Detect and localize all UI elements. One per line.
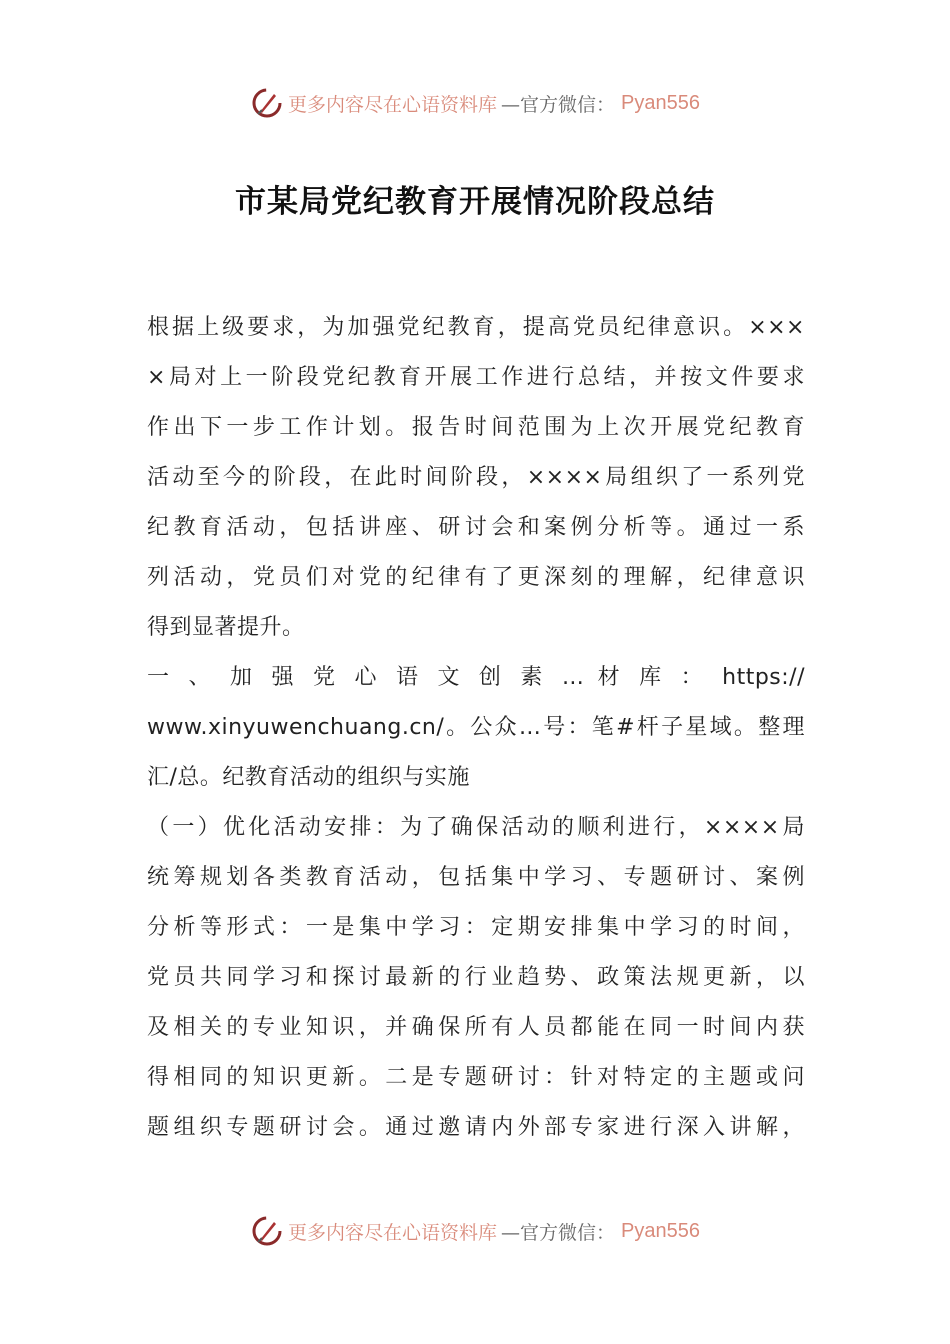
text-line: 统筹规划各类教育活动，包括集中学习、专题研讨、案例 [147,865,805,890]
banner-official-text: —官方微信： [501,93,616,116]
quill-logo-icon [250,86,284,120]
document-title: 市某局党纪教育开展情况阶段总结 [235,184,715,220]
document-body [147,308,805,1158]
header-watermark-banner [0,83,950,123]
text-line: 及相关的专业知识，并确保所有人员都能在同一时间内获 [147,1015,805,1040]
text-line: 得到显著提升。 [147,615,305,640]
text-line: ×局对上一阶段党纪教育开展工作进行总结，并按文件要求 [147,365,805,390]
text-line: 纪教育活动，包括讲座、研讨会和案例分析等。通过一系 [147,515,805,540]
banner-main-text: 更多内容尽在心语资料库 [288,1221,498,1244]
text-line: www.xinyuwenchuang.cn/。公众…号：笔#杆子星域。整理 [147,715,805,740]
text-line: 分析等形式：一是集中学习：定期安排集中学习的时间， [147,915,805,940]
text-line: 一 、 加 强 党 心 语 文 创 素 … 材 库 ： https:// [147,665,805,690]
text-line: 汇/总。纪教育活动的组织与实施 [147,765,470,790]
banner-official-text: —官方微信： [501,1221,616,1244]
text-line: 活动至今的阶段，在此时间阶段，××××局组织了一系列党 [147,465,805,490]
text-line: 列活动，党员们对党的纪律有了更深刻的理解，纪律意识 [147,565,805,590]
text-line: 根据上级要求，为加强党纪教育，提高党员纪律意识。××× [147,315,805,340]
footer-watermark-banner [0,1211,950,1251]
banner-main-text: 更多内容尽在心语资料库 [288,93,498,116]
text-line: 题组织专题研讨会。通过邀请内外部专家进行深入讲解， [147,1115,805,1140]
quill-logo-icon [250,1214,284,1248]
text-line: 党员共同学习和探讨最新的行业趋势、政策法规更新，以 [147,965,805,990]
banner-wechat-id: Pyan556 [621,91,700,114]
text-line: （一）优化活动安排：为了确保活动的顺利进行，××××局 [147,815,805,840]
text-line: 得相同的知识更新。二是专题研讨：针对特定的主题或问 [147,1065,805,1090]
banner-wechat-id: Pyan556 [621,1219,700,1242]
text-line: 作出下一步工作计划。报告时间范围为上次开展党纪教育 [147,415,805,440]
